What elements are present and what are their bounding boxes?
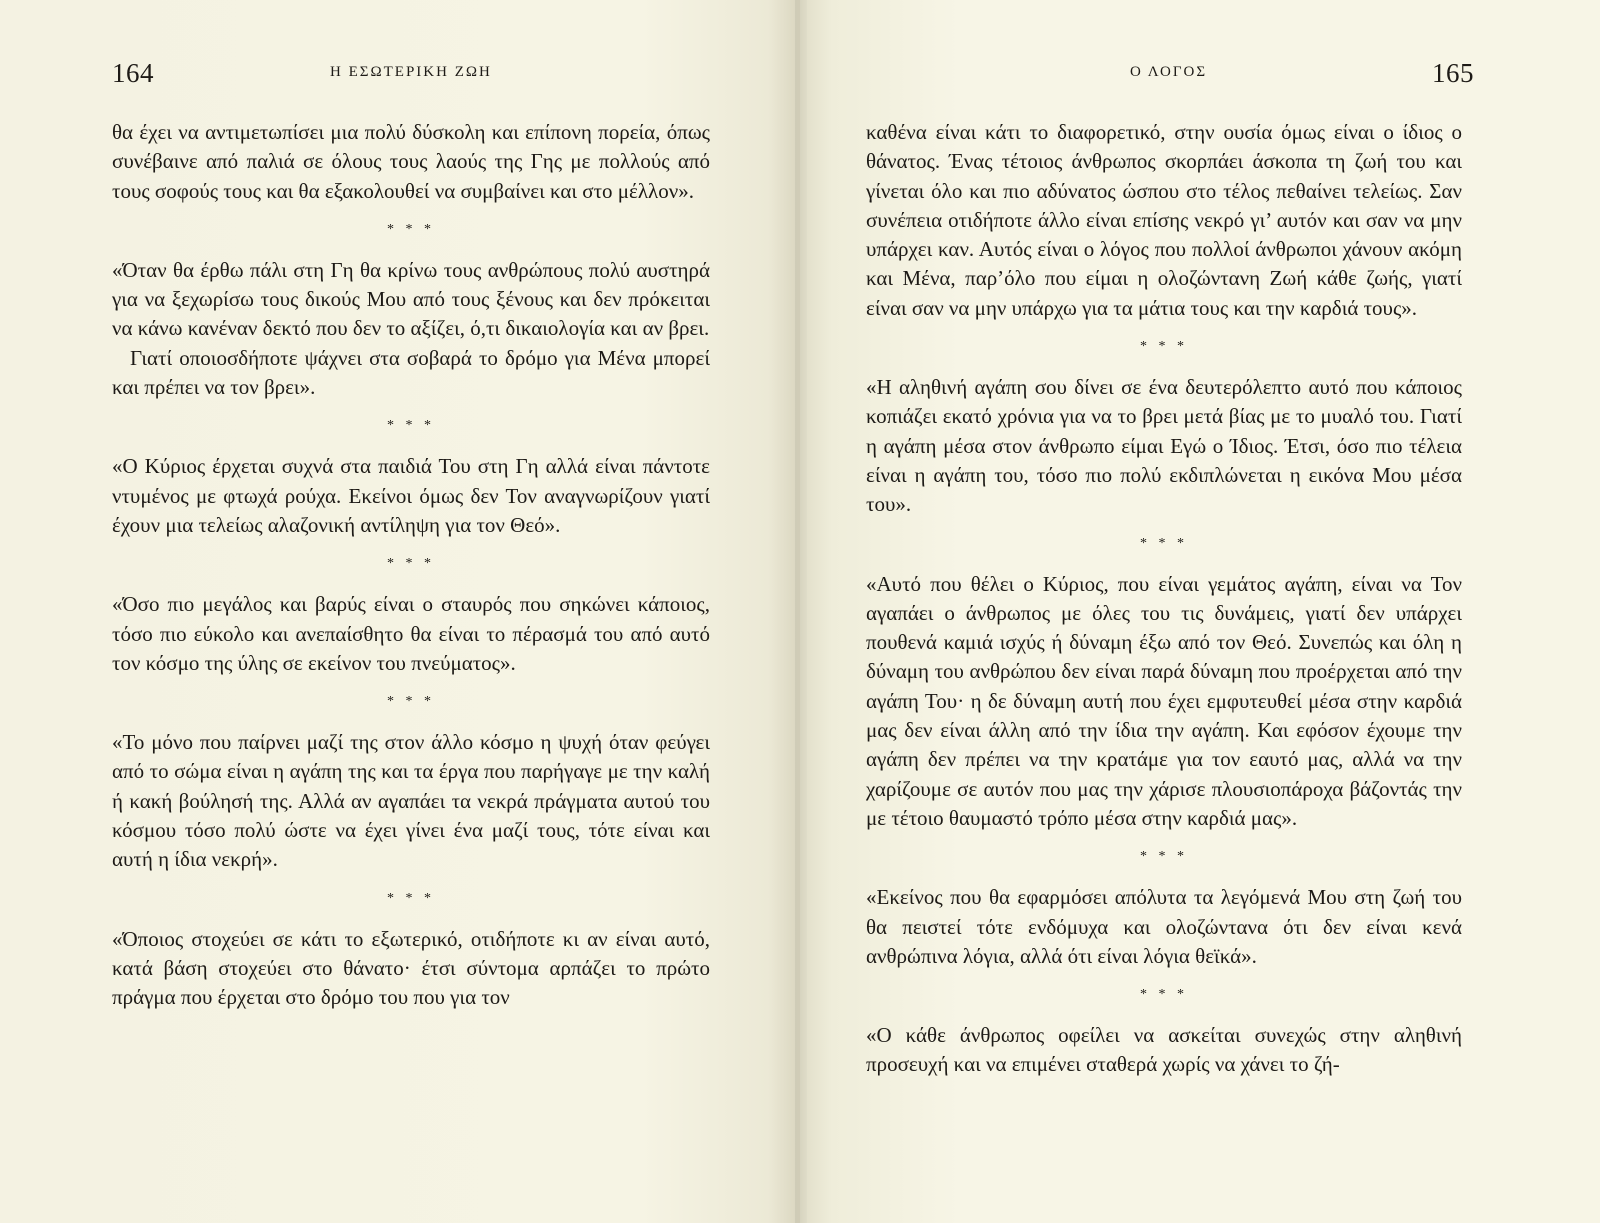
paragraph: «Εκείνος που θα εφαρμόσει απόλυτα τα λεγόμενά Μου στη ζωή του θα πειστεί τότε ενδόμυχα και ολοζώντανα ότι δεν είναι κενά ανθρώπινα λόγια, αλλά ότι είναι λόγια θεϊκά». bbox=[866, 885, 1462, 968]
paragraph: «Ο κάθε άνθρωπος οφείλει να ασκείται συνεχώς στην αληθινή προσευχή και να επιμένει σταθερά χωρίς να χάνει το ζή- bbox=[866, 1023, 1462, 1077]
paragraph: «Το μόνο που παίρνει μαζί της στον άλλο κόσμο η ψυχή όταν φεύγει από το σώμα είναι η αγάπη της και τα έργα που παρήγαγε με την καλή ή κακή βούλησή της. Αλλά αν αγαπάει τα νεκρά πράγματα αυτού του κόσμου τόσο πολύ ώστε να έχει γίνει ένα μαζί τους, τότε είναι και αυτή η ίδια νεκρή». bbox=[112, 730, 710, 872]
page-number: 164 bbox=[112, 58, 154, 88]
paragraph: θα έχει να αντιμετωπίσει μια πολύ δύσκολη και επίπονη πορεία, όπως συνέβαινε από παλιά σε όλους τους λαούς της Γης με πολλούς από τους σοφούς τους και θα εξακολουθεί να συμβαίνει και στο μέλλον». bbox=[112, 120, 710, 203]
paragraph: «Όταν θα έρθω πάλι στη Γη θα κρίνω τους ανθρώπους πολύ αυστηρά για να ξεχωρίσω τους δικούς Μου από τους ξένους και δεν πρόκειται να κάνω κανέναν δεκτό που δεν το αξίζει, ό,τι δικαιολογία και αν βρει. bbox=[112, 257, 710, 341]
page-number: 165 bbox=[1432, 58, 1474, 88]
paragraph: «Όσο πιο μεγάλος και βαρύς είναι ο σταυρός που σηκώνει κάποιος, τόσο πιο εύκολο και ανεπαίσθητο θα είναι το πέρασμά του από αυτό τον κόσμο της ύλης σε εκείνον του πνεύματος». bbox=[112, 592, 710, 675]
section-separator: * * * bbox=[1140, 339, 1188, 355]
left-page-text bbox=[112, 118, 710, 1013]
section-separator: * * * bbox=[1140, 987, 1188, 1003]
section-separator: * * * bbox=[387, 694, 435, 710]
paragraph: Γιατί οποιοσδήποτε ψάχνει στα σοβαρά το δρόμο για Μένα μπορεί και πρέπει να τον βρει». bbox=[112, 345, 710, 400]
section-separator: * * * bbox=[387, 418, 435, 434]
section-separator: * * * bbox=[387, 890, 435, 906]
book-gutter bbox=[795, 0, 807, 1223]
section-separator: * * * bbox=[1140, 849, 1188, 865]
right-page bbox=[800, 0, 1600, 1223]
paragraph: «Η αληθινή αγάπη σου δίνει σε ένα δευτερόλεπτο αυτό που κάποιος κοπιάζει εκατό χρόνια για να το βρει μετά βίας με το μυαλό του. Γιατί η αγάπη μέσα στον άνθρωπο είμαι Εγώ ο Ίδιος. Έτσι, όσο πιο τέλεια είναι η αγάπη του, τόσο πιο πολύ εκδιπλώνεται η εικόνα Μου μέσα του». bbox=[866, 375, 1462, 517]
section-separator: * * * bbox=[387, 221, 435, 237]
paragraph: «Αυτό που θέλει ο Κύριος, που είναι γεμάτος αγάπη, είναι να Τον αγαπάει ο άνθρωπος με όλες του τις δυνάμεις, γιατί δεν υπάρχει πουθενά καμιά ισχύς ή δύναμη έξω από τον Θεό. Συνεπώς και όλη η δύναμη του ανθρώπου δεν είναι παρά δύναμη που προέρχεται από την αγάπη Του· η δε δύναμη αυτή που έχει εμφυτευθεί μέσα στην καρδιά μας δεν είναι άλλη από την ίδια την αγάπη. Και εφόσον έχουμε την αγάπη δεν πρέπει να την κρατάμε για τον εαυτό μας, αλλά να την χαρίζουμε σε αυτόν που μας την χάρισε πλουσιοπάροχα βάζοντάς την με τέτοιο θαυμαστό τρόπο μέσα στην καρδιά μας». bbox=[866, 571, 1462, 830]
running-head: Η ΕΣΩΤΕΡΙΚΗ ΖΩΗ bbox=[330, 64, 492, 80]
running-head: Ο ΛΟΓΟΣ bbox=[1130, 64, 1208, 80]
right-page-text bbox=[866, 118, 1462, 1080]
section-separator: * * * bbox=[1140, 535, 1188, 551]
section-separator: * * * bbox=[387, 556, 435, 572]
paragraph: «Όποιος στοχεύει σε κάτι το εξωτερικό, οτιδήποτε κι αν είναι αυτό, κατά βάση στοχεύει στο θάνατο· έτσι σύντομα αρπάζει το πρώτο πράγμα που έρχεται στο δρόμο του που για τον bbox=[112, 926, 710, 1010]
paragraph: «Ο Κύριος έρχεται συχνά στα παιδιά Του στη Γη αλλά είναι πάντοτε ντυμένος με φτωχά ρούχα. Εκείνοι όμως δεν Τον αναγνωρίζουν γιατί έχουν μια τελείως αλαζονική αντίληψη για τον Θεό». bbox=[112, 454, 710, 537]
paragraph: καθένα είναι κάτι το διαφορετικό, στην ουσία όμως είναι ο ίδιος ο θάνατος. Ένας τέτοιος άνθρωπος σκορπάει άσκοπα τη ζωή του και γίνεται όλο και πιο αδύνατος ώσπου στο τέλος πεθαίνει τελείως. Σαν συνέπεια οτιδήποτε άλλο είναι επίσης νεκρό γι’ αυτόν και σαν να μην υπάρχει καν. Αυτός είναι ο λόγος που πολλοί άνθρωποι χάνουν ακόμη και Μένα, παρ’όλο που είμαι η ολοζώντανη Ζωή κάθε ζωής, γιατί είναι σαν να μην υπάρχω για τα μάτια τους και την καρδιά τους». bbox=[866, 120, 1462, 320]
